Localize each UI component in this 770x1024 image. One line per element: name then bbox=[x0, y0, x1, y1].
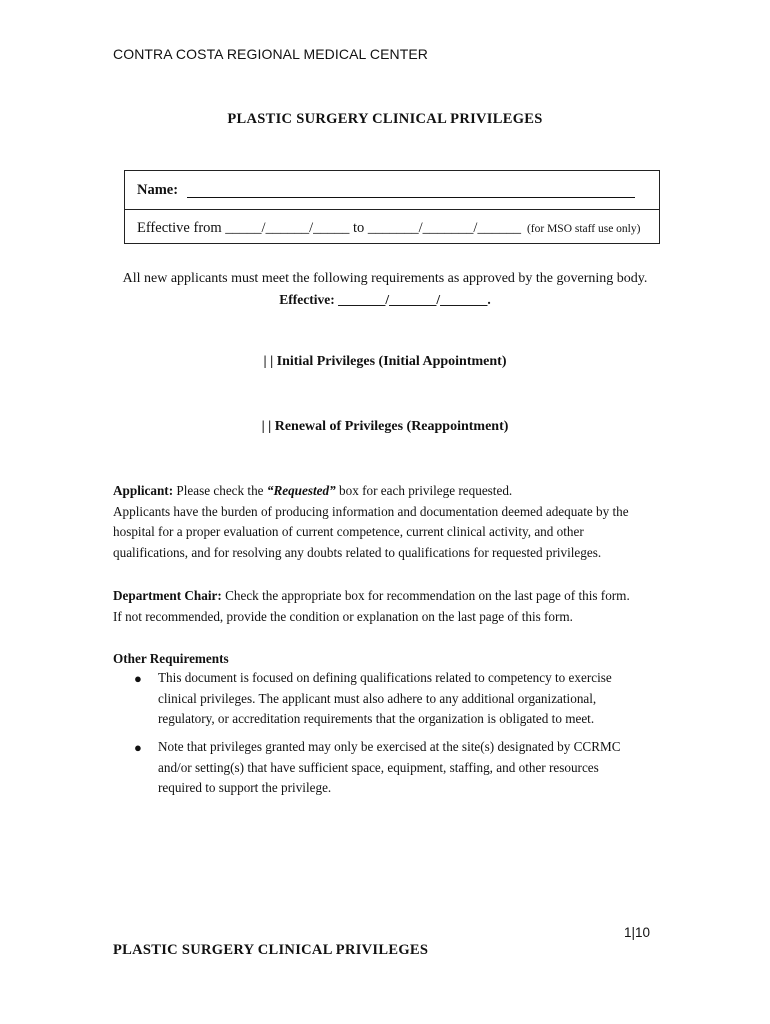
department-chair-instructions bbox=[113, 586, 673, 627]
applicant-info-box bbox=[124, 170, 660, 244]
applicant-label: Applicant: bbox=[113, 483, 174, 498]
name-field-line[interactable] bbox=[187, 197, 635, 198]
applicant-line-2: Applicants have the burden of producing information and documentation deemed adequate by the bbox=[113, 503, 629, 519]
requirement-item-2 bbox=[158, 737, 688, 799]
applicant-line-4: qualifications, and for resolving any doubts related to qualifications for requested privileges. bbox=[113, 545, 602, 561]
requirement-1-line-3: regulatory, or accreditation requirements that the organization is obligated to meet. bbox=[158, 711, 595, 727]
renewal-privileges-option[interactable]: | | Renewal of Privileges (Reappointment) bbox=[261, 419, 509, 434]
bullet-icon: ● bbox=[134, 740, 142, 755]
bullet-icon: ● bbox=[134, 671, 142, 686]
footer-title: PLASTIC SURGERY CLINICAL PRIVILEGES bbox=[113, 942, 429, 958]
chair-line-1 bbox=[113, 586, 673, 607]
applicant-line-1-post: box for each privilege requested. bbox=[335, 483, 513, 498]
applicant-line-1 bbox=[113, 481, 673, 502]
requirements-intro: All new applicants must meet the following requirements as approved by the governing body. bbox=[122, 271, 648, 286]
requirement-2-line-1: Note that privileges granted may only be exercised at the site(s) designated by CCRMC bbox=[158, 739, 621, 754]
requirement-2-line-2: and/or setting(s) that have sufficient space, equipment, staffing, and other resources bbox=[158, 759, 599, 775]
requirement-1-line-1: This document is focused on defining qualifications related to competency to exercise bbox=[158, 670, 612, 685]
page-title: PLASTIC SURGERY CLINICAL PRIVILEGES bbox=[227, 111, 543, 127]
effective-from-text: Effective from _____/______/_____ to _______/_______/______ bbox=[137, 220, 521, 236]
page-number: 1|10 bbox=[624, 925, 651, 940]
header-org-name: CONTRA COSTA REGIONAL MEDICAL CENTER bbox=[113, 46, 429, 62]
chair-line-2: If not recommended, provide the condition or explanation on the last page of this form. bbox=[113, 608, 573, 624]
mso-note: (for MSO staff use only) bbox=[526, 223, 641, 235]
name-row bbox=[125, 171, 659, 210]
chair-line-1-rest: Check the appropriate box for recommendation on the last page of this form. bbox=[221, 588, 630, 603]
initial-privileges-option[interactable]: | | Initial Privileges (Initial Appointment) bbox=[263, 354, 507, 369]
requirement-2-line-3: required to support the privilege. bbox=[158, 780, 332, 796]
requested-emphasis: “Requested” bbox=[266, 483, 336, 498]
effective-date-line: Effective: _______/_______/_______. bbox=[279, 292, 491, 307]
department-chair-label: Department Chair: bbox=[113, 588, 222, 603]
requirement-1-line-2: clinical privileges. The applicant must also adhere to any additional organizational, bbox=[158, 690, 597, 706]
applicant-line-1-pre: Please check the bbox=[173, 483, 267, 498]
effective-dates-row bbox=[137, 220, 640, 237]
other-requirements-heading: Other Requirements bbox=[113, 651, 229, 666]
requirement-item-1 bbox=[158, 668, 688, 730]
name-label: Name: bbox=[137, 182, 179, 198]
applicant-line-3: hospital for a proper evaluation of current competence, current clinical activity, and other bbox=[113, 524, 584, 540]
applicant-instructions bbox=[113, 481, 673, 564]
